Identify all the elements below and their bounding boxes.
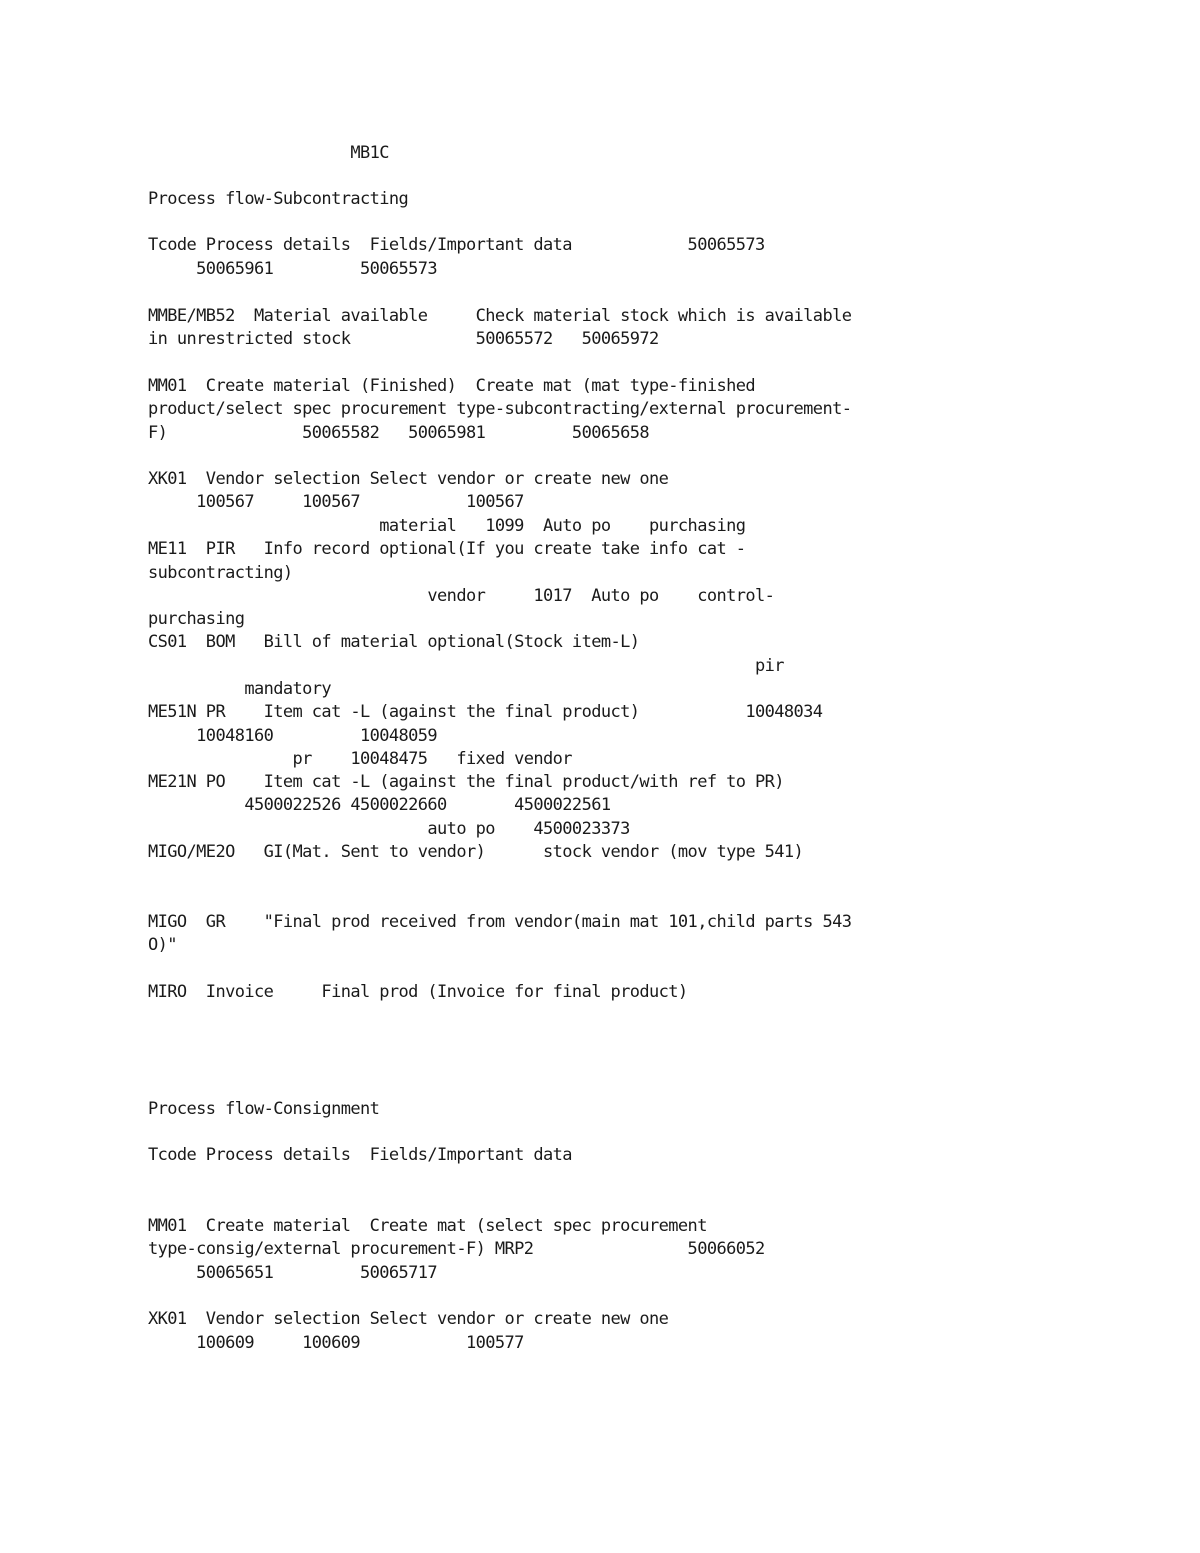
text-line: vendor 1017 Auto po control- xyxy=(148,586,775,606)
row-migo-gr: MIGO GR "Final prod received from vendor(main mat 101,child parts 543 xyxy=(148,912,852,932)
text-line: 100567 100567 100567 xyxy=(148,492,524,512)
text-line: pir xyxy=(148,656,784,676)
section-title-subcontracting: Process flow-Subcontracting xyxy=(148,189,409,209)
text-line: type-consig/external procurement-F) MRP2 50066052 xyxy=(148,1239,765,1259)
text-line: F) 50065582 50065981 50065658 xyxy=(148,423,650,443)
row-cs01: CS01 BOM Bill of material optional(Stock item-L) xyxy=(148,632,640,652)
section-title-consignment: Process flow-Consignment xyxy=(148,1099,380,1119)
row-me21n: ME21N PO Item cat -L (against the final product/with ref to PR) xyxy=(148,772,784,792)
row-mm01-consig: MM01 Create material Create mat (select spec procurement xyxy=(148,1216,707,1236)
column-header-line: Tcode Process details Fields/Important data 50065573 xyxy=(148,235,765,255)
column-header-line: Tcode Process details Fields/Important data xyxy=(148,1145,572,1165)
text-line: pr 10048475 fixed vendor xyxy=(148,749,572,769)
text-line: in unrestricted stock 50065572 50065972 xyxy=(148,329,659,349)
text-line: O)" xyxy=(148,935,177,955)
row-mmbe: MMBE/MB52 Material available Check material stock which is available xyxy=(148,306,852,326)
text-line: auto po 4500023373 xyxy=(148,819,630,839)
text-line: purchasing xyxy=(148,609,245,629)
text-line: 100609 100609 100577 xyxy=(148,1333,524,1353)
row-migo-gi: MIGO/ME2O GI(Mat. Sent to vendor) stock vendor (mov type 541) xyxy=(148,842,804,862)
text-line: subcontracting) xyxy=(148,563,293,583)
text-line: 10048160 10048059 xyxy=(148,726,438,746)
row-xk01: XK01 Vendor selection Select vendor or create new one xyxy=(148,469,669,489)
text-line: material 1099 Auto po purchasing xyxy=(148,516,746,536)
text-line: 4500022526 4500022660 4500022561 xyxy=(148,795,611,815)
text-line: 50065651 50065717 xyxy=(148,1263,438,1283)
text-line: mandatory xyxy=(148,679,332,699)
row-me51n: ME51N PR Item cat -L (against the final product) 10048034 xyxy=(148,702,823,722)
text-line: product/select spec procurement type-subcontracting/external procurement- xyxy=(148,399,852,419)
row-me11: ME11 PIR Info record optional(If you create take info cat - xyxy=(148,539,746,559)
row-mm01-finished: MM01 Create material (Finished) Create mat (mat type-finished xyxy=(148,376,755,396)
row-miro: MIRO Invoice Final prod (Invoice for final product) xyxy=(148,982,688,1002)
header-tcode: MB1C xyxy=(148,143,389,163)
text-line: 50065961 50065573 xyxy=(148,259,438,279)
row-xk01-consig: XK01 Vendor selection Select vendor or create new one xyxy=(148,1309,669,1329)
